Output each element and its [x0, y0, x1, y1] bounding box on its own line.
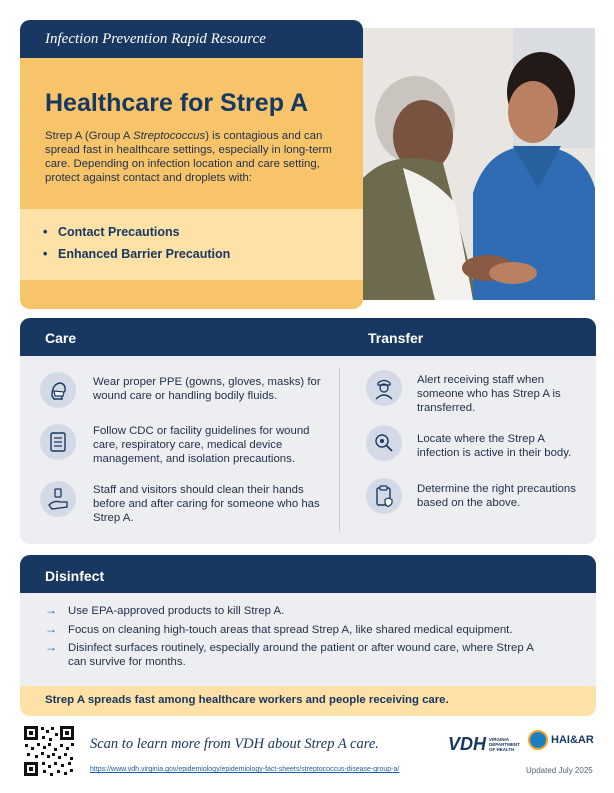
resource-link[interactable]: https://www.vdh.virginia.gov/epidemiology/epidemiology-fact-sheets/streptococcus-disease-group-a/: [90, 766, 400, 773]
transfer-item-2-text: Locate where the Strep A infection is active in their body.: [417, 433, 572, 459]
list-item: • Contact Precautions: [58, 225, 230, 239]
nurse-patient-photo: [363, 28, 595, 300]
updated-date: Updated July 2025: [526, 766, 593, 775]
disinfect-item-2: Focus on cleaning high-touch areas that spread Strep A, like shared medical equipment.: [68, 624, 513, 636]
transfer-heading: Transfer: [368, 330, 424, 346]
kicker-text: Infection Prevention Rapid Resource: [45, 31, 266, 47]
care-item-2-text: Follow CDC or facility guidelines for wound care, respiratory care, medical device management, and isolation precautions.: [93, 425, 310, 465]
clipboard-shield-icon: [366, 478, 402, 514]
magnifier-germ-icon: [366, 425, 402, 461]
column-divider: [339, 368, 340, 532]
disinfect-item-3: Disinfect surfaces routinely, especially around the patient or after wound care, where Strep A can survive for months.: [68, 642, 534, 668]
intro-text: Strep A (Group A Streptococcus) is contagious and can spread fast in healthcare settings, especially in long-term care. Depending on infection location and care setting, protect against contact and droplets with:: [45, 130, 332, 184]
hand-wash-icon: [40, 481, 76, 517]
care-heading: Care: [45, 330, 77, 346]
haiar-logo: [528, 730, 594, 750]
haiar-logo-text: HAI&AR: [551, 734, 594, 746]
vdh-logo: [448, 734, 523, 755]
vdh-logo-text: VDH: [448, 734, 487, 754]
qr-code[interactable]: [22, 724, 76, 778]
page-title: Healthcare for Strep A: [45, 89, 309, 117]
ppe-mask-icon: [40, 372, 76, 408]
care-item-1-text: Wear proper PPE (gowns, gloves, masks) for wound care or handling bodily fluids.: [93, 376, 321, 402]
disinfect-heading: Disinfect: [45, 568, 105, 584]
care-item-3-text: Staff and visitors should clean their hands before and after caring for someone who has Strep A.: [93, 484, 320, 524]
vdh-logo-subtext: VIRGINIA DEPARTMENT OF HEALTH: [489, 737, 520, 752]
arrow-right-icon: →: [45, 640, 57, 654]
key-message-text: Strep A spreads fast among healthcare workers and people receiving care.: [45, 694, 449, 706]
list-item: • Enhanced Barrier Precaution: [58, 247, 230, 261]
haiar-emblem-icon: [528, 730, 548, 750]
care-transfer-header: [20, 318, 596, 356]
disinfect-item-1: Use EPA-approved products to kill Strep A.: [68, 605, 285, 617]
nurse-icon: [366, 370, 402, 406]
arrow-right-icon: →: [45, 622, 57, 636]
checklist-icon: [40, 424, 76, 460]
title-panel-footer: [20, 280, 363, 309]
intro-paragraph: [45, 129, 357, 185]
transfer-item-3-text: Determine the right precautions based on the above.: [417, 483, 576, 509]
arrow-right-icon: →: [45, 603, 57, 617]
transfer-item-1-text: Alert receiving staff when someone who has Strep A is transferred.: [417, 374, 561, 414]
disinfect-header: [20, 555, 596, 593]
precautions-list: [58, 225, 230, 269]
scan-prompt: Scan to learn more from VDH about Strep A care.: [90, 736, 379, 752]
